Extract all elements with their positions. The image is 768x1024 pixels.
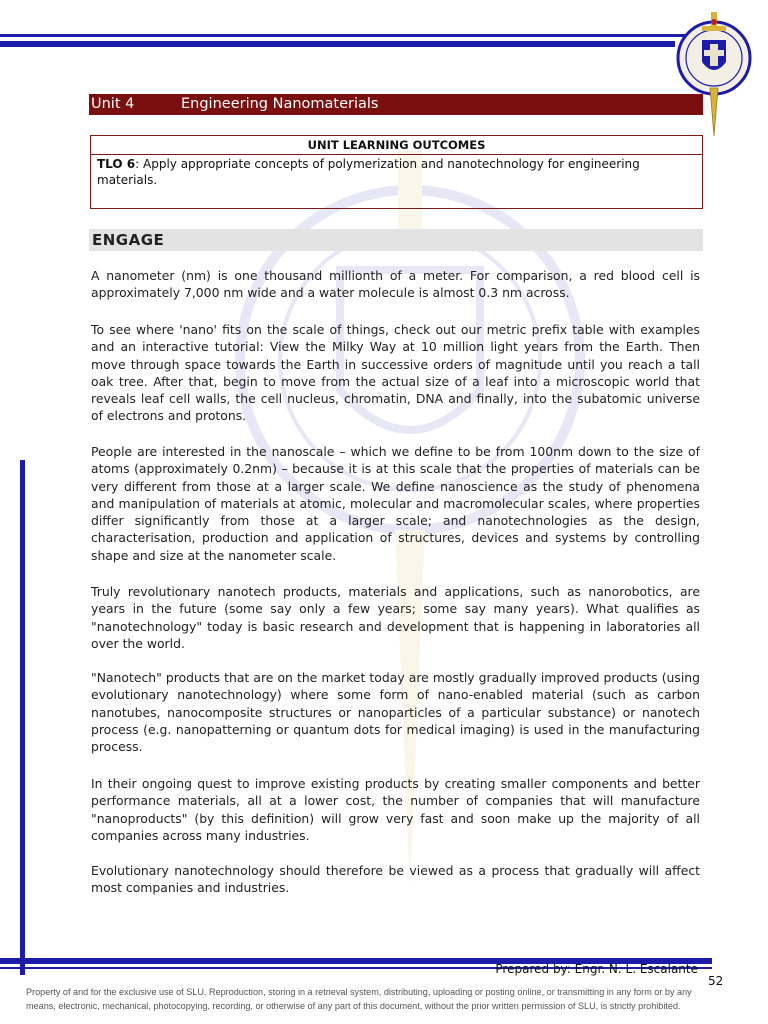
header-rule-thin bbox=[0, 34, 690, 37]
left-margin-rule bbox=[20, 460, 25, 975]
learning-outcomes-heading: UNIT LEARNING OUTCOMES bbox=[91, 136, 702, 155]
unit-number: Unit 4 bbox=[91, 96, 135, 112]
tlo-label: TLO 6 bbox=[97, 157, 136, 171]
copyright-notice: Property of and for the exclusive use of SLU. Reproduction, storing in a retrieval system, distributing, uploading or posting online, or transmitting in any form or by any means, electronic, mechanical, photocopying, recording, or otherwise of any part of this document, without the prior written permission of SLU, is strictly prohibited. bbox=[26, 987, 692, 1011]
paragraph-6: In their ongoing quest to improve existing products by creating smaller components and better performance materials, all at a lower cost, the number of companies that will manufacture "nanoproducts" (by this definition) will grow very fast and soon make up the majority of all companies across many industries. bbox=[91, 776, 700, 843]
learning-outcome-text bbox=[91, 155, 702, 190]
paragraph-4: Truly revolutionary nanotech products, materials and applications, such as nanorobotics, are years in the future (some say only a few years; some say many years). What qualifies as "nanotechnology" today is basic research and development that is happening in laboratories all over the world. bbox=[91, 584, 700, 651]
unit-title: Engineering Nanomaterials bbox=[181, 96, 379, 112]
paragraph-7: Evolutionary nanotechnology should therefore be viewed as a process that gradually will affect most companies and industries. bbox=[91, 863, 700, 896]
tlo-description: : Apply appropriate concepts of polymerization and nanotechnology for engineering materials. bbox=[97, 157, 640, 187]
header-rule-thick bbox=[0, 41, 675, 47]
paragraph-2: To see where 'nano' fits on the scale of things, check out our metric prefix table with examples and an interactive tutorial: View the Milky Way at 10 million light years from the Earth. Then move through space towards the Earth in successive orders of magnitude until you reach a tall oak tree. After that, begin to move from the actual size of a leaf into a microscopic world that reveals leaf cell walls, the cell nucleus, chromatin, DNA and finally, into the subatomic universe of electrons and protons. bbox=[91, 322, 700, 424]
paragraph-1: A nanometer (nm) is one thousand millionth of a meter. For comparison, a red blood cell is approximately 7,000 nm wide and a water molecule is almost 0.3 nm across. bbox=[91, 268, 700, 301]
paragraph-3: People are interested in the nanoscale – which we define to be from 100nm down to the size of atoms (approximately 0.2nm) – because it is at this scale that the properties of materials can be very different from those at a larger scale. We define nanoscience as the study of phenomena and manipulation of materials at atomic, molecular and macromolecular scales, where properties differ significantly from those at a larger scale; and nanotechnologies as the design, characterisation, production and application of structures, devices and systems by controlling shape and size at the nanometer scale. bbox=[91, 444, 700, 563]
paragraph-5: "Nanotech" products that are on the market today are mostly gradually improved products (using evolutionary nanotechnology) where some form of nano-enabled material (such as carbon nanotubes, nanocomposite structures or nanoparticles of a particular substance) or nanotech process (e.g. nanopatterning or quantum dots for medical imaging) is used in the manufacturing process. bbox=[91, 670, 700, 755]
engage-heading: ENGAGE bbox=[89, 229, 703, 251]
unit-title-bar bbox=[89, 94, 703, 115]
page-number: 52 bbox=[708, 974, 724, 988]
prepared-by: Prepared by: Engr. N. L. Escalante bbox=[495, 962, 698, 976]
learning-outcomes-box bbox=[90, 135, 703, 209]
university-seal-icon bbox=[666, 0, 766, 142]
